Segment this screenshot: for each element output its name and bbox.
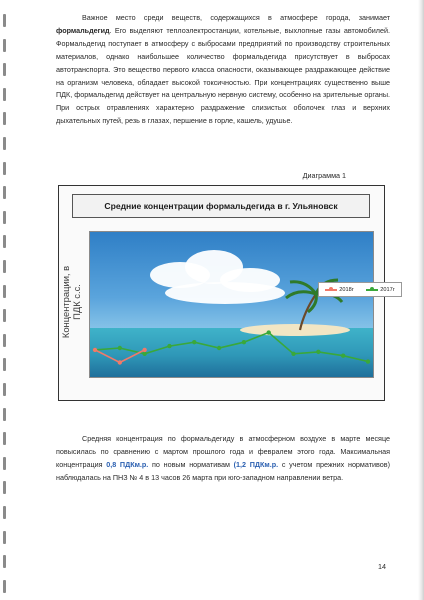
data-point-2017г <box>217 346 221 350</box>
chart-frame <box>58 185 395 401</box>
data-point-2017г <box>167 344 171 348</box>
data-point-2017г <box>341 354 345 358</box>
line-chart-svg <box>90 232 373 377</box>
binder-hole <box>3 137 6 150</box>
data-point-2017г <box>316 350 320 354</box>
binder-holes <box>3 0 11 600</box>
term-formaldehyde: формальдегид <box>56 25 110 35</box>
chart-legend <box>318 282 402 297</box>
paragraph-march-part3: с учетом прежних нормативов) наблюдалась на ПНЗ № 4 в 13 часов 26 марта при юго-западном направлении ветра. <box>56 459 390 482</box>
paragraph-intro-part2: . Его выделяют теплоэлектростанции, котельные, выхлопные газы автомобилей. Формальдегид поступает в атмосферу с выбросами предприятий по производству строительных материалов, однако наибольшее количество формальдегида присутствует в выбросах автотранспорта. Это вещество первого класса опасности, оказывающее раздражающее действие на организм человека, обладает высокой токсичностью. При концентрациях существенно выше ПДК, формальдегид действует на центральную нервную систему, особенно на зрительные органы. При острых отравлениях характерно раздражение слизистых оболочек глаз и верхних дыхательных путей, резь в глазах, першение в горле, кашель, удушье. <box>56 25 390 126</box>
legend-item-2018 <box>325 287 353 293</box>
data-point-2017г <box>291 352 295 356</box>
series-line-2017г <box>95 333 368 362</box>
binder-hole <box>3 260 6 273</box>
chart-title: Средние концентрации формальдегида в г. Ульяновск <box>72 194 370 218</box>
binder-hole <box>3 383 6 396</box>
binder-hole <box>3 580 6 593</box>
binder-hole <box>3 63 6 76</box>
binder-hole <box>3 481 6 494</box>
data-point-2017г <box>242 340 246 344</box>
legend-swatch-2018 <box>325 289 337 291</box>
binder-hole <box>3 334 6 347</box>
binder-hole <box>3 112 6 125</box>
paragraph-march <box>56 433 390 485</box>
binder-hole <box>3 285 6 298</box>
binder-hole <box>3 358 6 371</box>
highlight-max-new: 0,8 ПДКм.р. <box>106 459 149 469</box>
binder-hole <box>3 211 6 224</box>
binder-hole <box>3 555 6 568</box>
page-edge <box>418 0 424 600</box>
paragraph-intro <box>56 12 390 128</box>
y-axis-label: Концентрации, в ПДК с.с. <box>60 265 82 339</box>
data-point-2017г <box>192 340 196 344</box>
binder-hole <box>3 408 6 421</box>
plot-area <box>89 231 395 378</box>
binder-hole <box>3 457 6 470</box>
legend-label-2018: 2018г <box>339 286 354 293</box>
paragraph-march-part1: Средняя концентрация по формальдегиду в атмосферном воздухе в марте месяце повысилась по сравнению с мартом прошлого года и февралем этого года. Максимальная концентрация <box>56 434 390 469</box>
binder-hole <box>3 432 6 445</box>
page-number: 14 <box>378 562 386 571</box>
data-point-2017г <box>267 330 271 334</box>
legend-item-2017 <box>366 287 394 293</box>
binder-hole <box>3 531 6 544</box>
binder-hole <box>3 14 6 27</box>
legend-swatch-2017 <box>366 289 378 291</box>
binder-hole <box>3 506 6 519</box>
binder-hole <box>3 162 6 175</box>
paragraph-intro-part1: Важное место среди веществ, содержащихся в атмосфере города, занимает <box>82 13 390 22</box>
data-point-2018г <box>142 348 146 352</box>
binder-hole <box>3 186 6 199</box>
binder-hole <box>3 39 6 52</box>
legend-label-2017: 2017г <box>380 286 395 293</box>
data-point-2017г <box>118 346 122 350</box>
paragraph-march-part2: по новым нормативам <box>148 459 234 469</box>
diagram-caption: Диаграмма 1 <box>302 171 346 180</box>
data-point-2017г <box>142 352 146 356</box>
data-point-2018г <box>118 360 122 364</box>
binder-hole <box>3 88 6 101</box>
data-point-2018г <box>93 348 97 352</box>
data-point-2017г <box>366 359 370 363</box>
highlight-max-old: (1,2 ПДКм.р. <box>233 459 279 469</box>
binder-hole <box>3 235 6 248</box>
binder-hole <box>3 309 6 322</box>
